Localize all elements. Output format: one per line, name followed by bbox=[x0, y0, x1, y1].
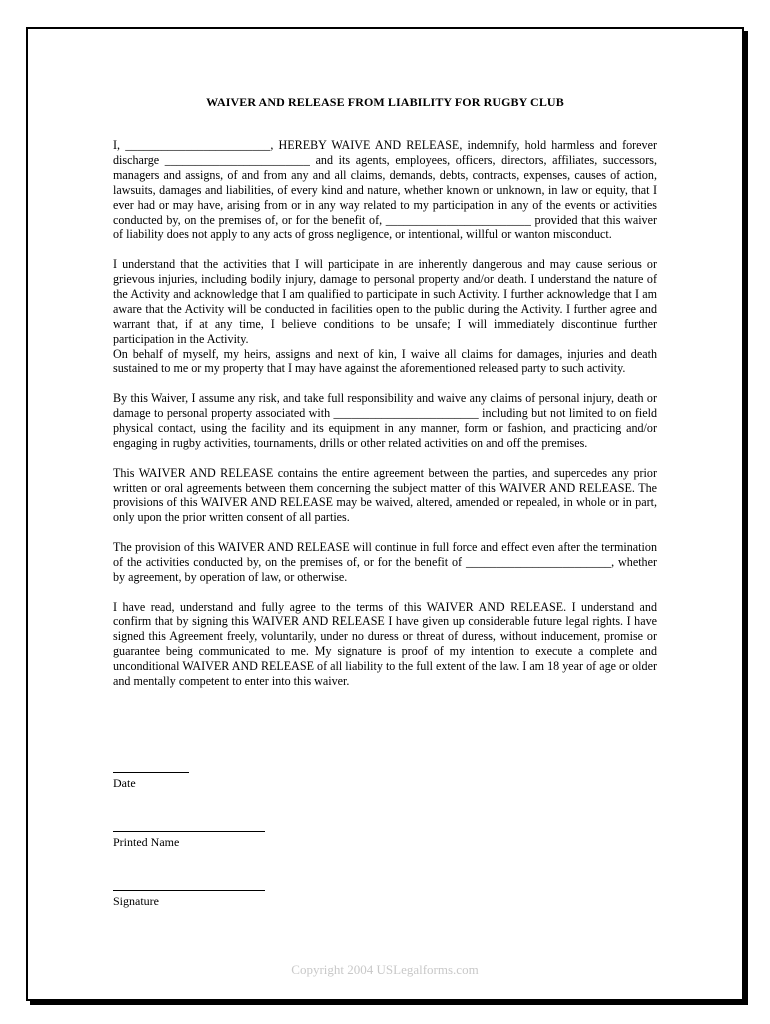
signature-line bbox=[113, 890, 265, 891]
paragraph-entire-agreement: This WAIVER AND RELEASE contains the entire agreement between the parties, and supercedes any prior written or oral agreements between them concerning the subject matter of this WAIVER AND RELEASE. The provisions of this WAIVER AND RELEASE may be waived, altered, amended or repealed, in whole or in part, only upon the prior written consent of all parties. bbox=[113, 465, 657, 525]
printed-name-label: Printed Name bbox=[113, 835, 180, 849]
document-title: WAIVER AND RELEASE FROM LIABILITY FOR RUGBY CLUB bbox=[206, 95, 564, 109]
paragraph-risks: I understand that the activities that I will participate in are inherently dangerous and may cause serious or grievous injuries, including bodily injury, damage to personal property and/or death. I understand the nature of the Activity and acknowledge that I am qualified to participate in such Activity. I further acknowledge that I am aware that the Activity will be conducted in facilities open to the public during the Activity. I further agree and warrant that, if at any time, I believe conditions to be unsafe; I will immediately discontinue further participation in the Activity. bbox=[113, 257, 657, 346]
paragraph-acknowledgement: I have read, understand and fully agree to the terms of this WAIVER AND RELEASE. I understand and confirm that by signing this WAIVER AND RELEASE I have given up considerable future legal rights. I have signed this Agreement freely, voluntarily, under no duress or threat of duress, without inducement, promise or guarantee being communicated to me. My signature is proof of my intention to execute a complete and unconditional WAIVER AND RELEASE of all liability to the full extent of the law. I am 18 year of age or older and mentally competent to enter into this waiver. bbox=[113, 599, 657, 689]
printed-name-line bbox=[113, 831, 265, 832]
paragraph-continuation: The provision of this WAIVER AND RELEASE will continue in full force and effect even after the termination of the activities conducted by, on the premises of, or for the benefit of ________________________, whether by agreement, by operation of law, or otherwise. bbox=[113, 540, 657, 584]
date-line bbox=[113, 772, 189, 773]
paragraph-assume-risk: By this Waiver, I assume any risk, and take full responsibility and waive any claims of personal injury, death or damage to personal property associated with ________________________ including but not limited to on field physical contact, using the facility and its equipment in any manner, form or fashion, and practicing and/or engaging in rugby activities, tournaments, drills or other related activities on and off the premises. bbox=[113, 391, 657, 450]
date-field[interactable] bbox=[113, 772, 189, 791]
document-body bbox=[113, 138, 657, 704]
paragraph-heirs: On behalf of myself, my heirs, assigns and next of kin, I waive all claims for damages, injuries and death sustained to me or my property that I may have against the aforementioned released party to such activity. bbox=[113, 346, 657, 376]
date-label: Date bbox=[113, 776, 136, 790]
signature-field[interactable] bbox=[113, 890, 265, 909]
paragraph-release: I, ________________________, HEREBY WAIVE AND RELEASE, indemnify, hold harmless and forever discharge ________________________ and its agents, employees, officers, directors, affiliates, successors, managers and assigns, of and from any and all claims, demands, debts, contracts, expenses, causes of action, lawsuits, damages and liabilities, of every kind and nature, whether known or unknown, in law or equity, that I ever had or may have, arising from or in any way related to my participation in any of the events or activities conducted by, on the premises of, or for the benefit of, ________________________ provided that this waiver of liability does not apply to any acts of gross negligence, or intentional, willful or wanton misconduct. bbox=[113, 138, 657, 242]
printed-name-field[interactable] bbox=[113, 831, 265, 850]
copyright-footer: Copyright 2004 USLegalforms.com bbox=[291, 962, 479, 977]
signature-label: Signature bbox=[113, 894, 159, 908]
